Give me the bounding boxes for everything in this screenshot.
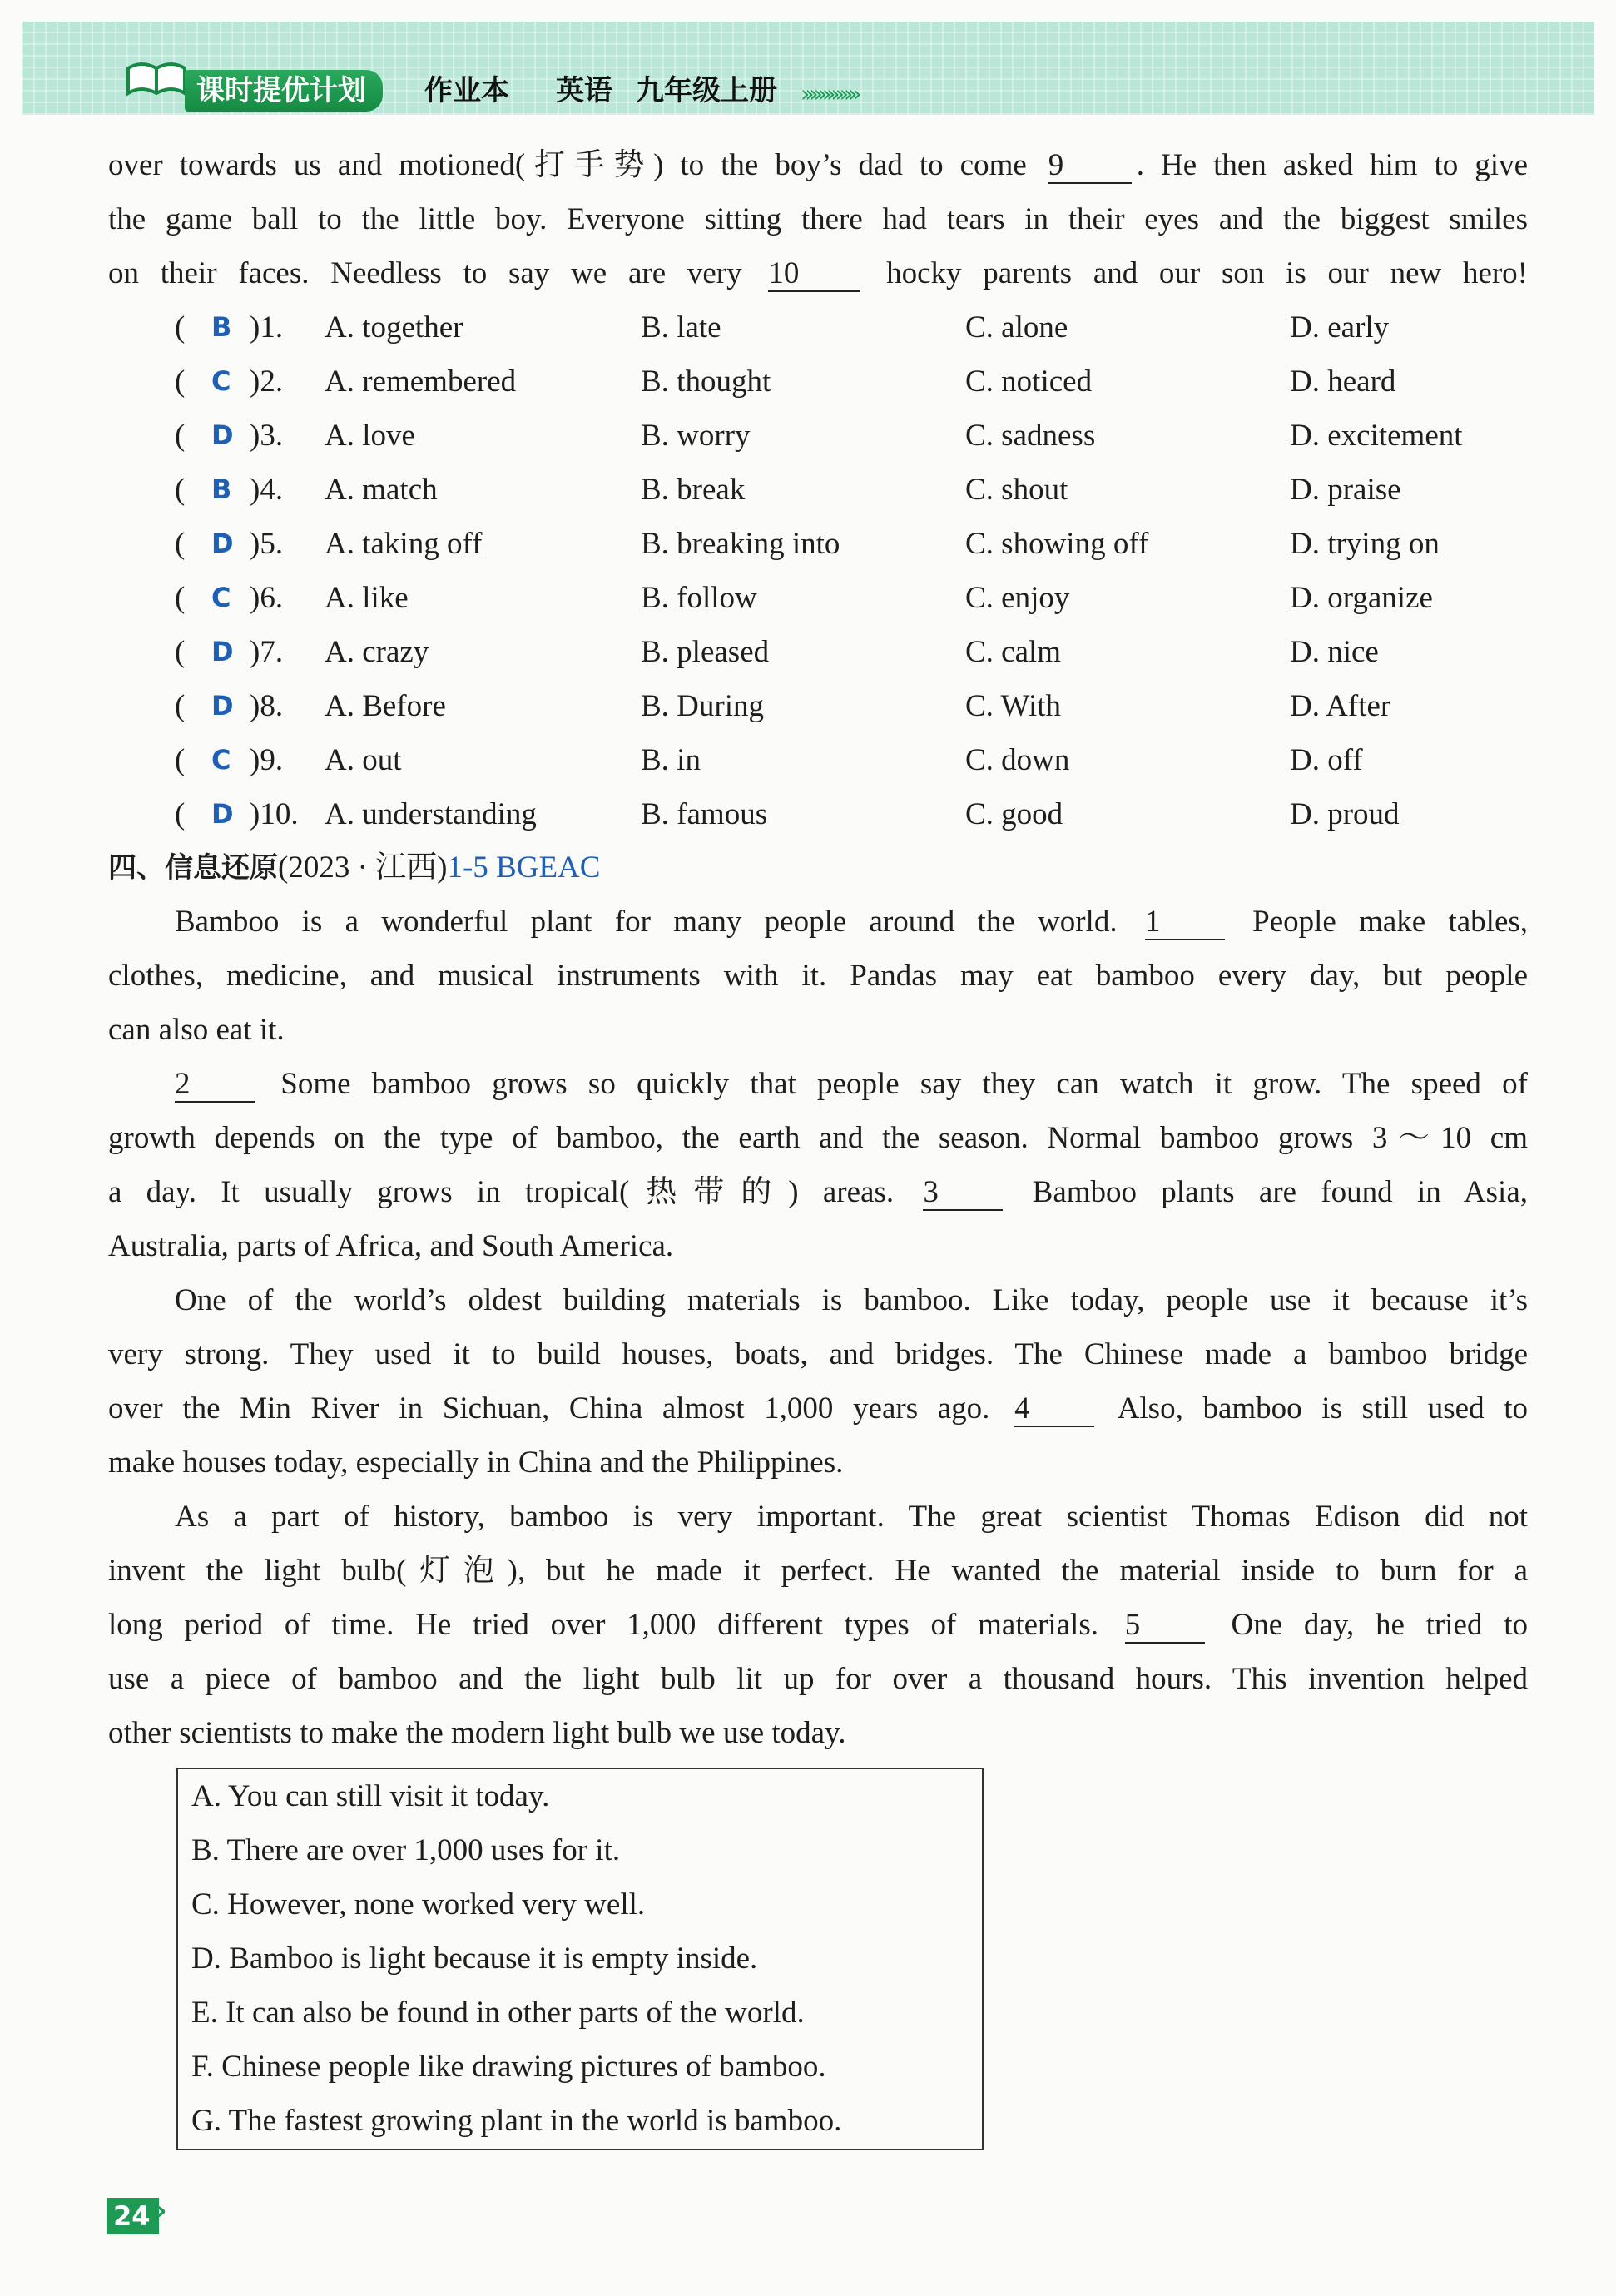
- answer-mark: B: [211, 311, 232, 343]
- header-chevrons: ›››››››››››››: [801, 80, 857, 107]
- choice-d: D. off: [1290, 743, 1363, 777]
- answer-mark: D: [211, 636, 234, 667]
- question-row: [175, 300, 1539, 355]
- option-b: B. There are over 1,000 uses for it.: [191, 1833, 621, 1867]
- choice-d: D. organize: [1290, 581, 1433, 615]
- passage-p3-l1: One of the world’s oldest building materials is bamboo. Like today, people use it because it’s: [175, 1283, 1528, 1317]
- answer-mark: D: [211, 798, 234, 830]
- blank-1: 1: [1145, 905, 1225, 940]
- blank-3: 3: [923, 1176, 1003, 1211]
- passage-p1-l2: clothes, medicine, and musical instruments with it. Pandas may eat bamboo every day, but people: [108, 959, 1528, 993]
- choice-d: D. After: [1290, 689, 1391, 723]
- intro-line-1: over towards us and motioned(打手势) to the boy’s dad to come 9 . He then asked him to give: [108, 148, 1528, 182]
- answer-paren: (: [175, 364, 186, 399]
- answer-mark: C: [211, 744, 231, 776]
- choice-c: C. calm: [965, 635, 1062, 669]
- choice-c: C. shout: [965, 473, 1068, 507]
- answer-mark: D: [211, 690, 234, 722]
- passage-p1-l1: Bamboo is a wonderful plant for many people around the world. 1 People make tables,: [175, 905, 1529, 939]
- blank-2: 2: [175, 1068, 255, 1103]
- answer-paren: (: [175, 310, 186, 345]
- passage-p4-l2: invent the light bulb(灯泡), but he made it perfect. He wanted the material inside to burn for a: [108, 1554, 1528, 1588]
- answer-mark: B: [211, 474, 232, 505]
- section-4-title: 四、信息还原(2023 · 江西)1-5 BGEAC: [108, 850, 601, 885]
- passage-p3-l2: very strong. They used it to build houses, boats, and bridges. The Chinese made a bamboo bridge: [108, 1337, 1528, 1371]
- answer-paren: (: [175, 743, 186, 777]
- choice-a: A. crazy: [325, 635, 429, 669]
- question-number: )10.: [250, 797, 299, 831]
- question-row: [175, 787, 1539, 841]
- option-c: C. However, none worked very well.: [191, 1887, 646, 1922]
- choice-c: C. sadness: [965, 419, 1096, 453]
- question-number: )2.: [250, 364, 284, 399]
- blank-9: 9: [1048, 149, 1132, 184]
- choice-d: D. early: [1290, 310, 1390, 345]
- passage-p4-l5: other scientists to make the modern light bulb we use today.: [108, 1716, 846, 1750]
- answer-paren: (: [175, 527, 186, 561]
- choice-d: D. heard: [1290, 364, 1396, 399]
- question-row: [175, 571, 1539, 625]
- choice-b: B. in: [641, 743, 701, 777]
- option-f: F. Chinese people like drawing pictures of bamboo.: [191, 2050, 826, 2084]
- choice-c: C. showing off: [965, 527, 1149, 561]
- choice-b: B. breaking into: [641, 527, 840, 561]
- choice-a: A. Before: [325, 689, 446, 723]
- answer-paren: (: [175, 419, 186, 453]
- passage-p2-l1: 2 Some bamboo grows so quickly that people say they can watch it grow. The speed of: [175, 1067, 1528, 1101]
- choice-d: D. praise: [1290, 473, 1401, 507]
- passage-p4-l3: long period of time. He tried over 1,000 different types of materials. 5 One day, he tried to: [108, 1608, 1528, 1642]
- intro-line-3: on their faces. Needless to say we are very 10 hocky parents and our son is our new hero!: [108, 256, 1529, 290]
- answer-mark: D: [211, 419, 234, 451]
- choice-d: D. proud: [1290, 797, 1400, 831]
- blank-5: 5: [1125, 1609, 1205, 1644]
- option-g: G. The fastest growing plant in the world is bamboo.: [191, 2104, 842, 2138]
- question-row: [175, 517, 1539, 571]
- choice-d: D. excitement: [1290, 419, 1463, 453]
- choice-a: A. together: [325, 310, 463, 345]
- blank-4: 4: [1014, 1392, 1094, 1427]
- choice-d: D. nice: [1290, 635, 1379, 669]
- page-chevron-icon: ›: [155, 2194, 167, 2228]
- option-d: D. Bamboo is light because it is empty inside.: [191, 1941, 758, 1976]
- choice-b: B. break: [641, 473, 746, 507]
- choice-c: C. With: [965, 689, 1062, 723]
- open-book-icon: [125, 60, 188, 98]
- passage-p2-l2: growth depends on the type of bamboo, the earth and the season. Normal bamboo grows 3～10 cm: [108, 1121, 1528, 1155]
- page-number: 24: [107, 2198, 159, 2234]
- passage-p2-l3: a day. It usually grows in tropical(热带的) areas. 3 Bamboo plants are found in Asia,: [108, 1175, 1529, 1209]
- question-number: )7.: [250, 635, 284, 669]
- passage-p2-l4: Australia, parts of Africa, and South America.: [108, 1229, 674, 1263]
- question-number: )9.: [250, 743, 284, 777]
- choice-a: A. remembered: [325, 364, 517, 399]
- question-number: )4.: [250, 473, 284, 507]
- question-row: [175, 409, 1539, 463]
- answer-paren: (: [175, 473, 186, 507]
- choice-b: B. late: [641, 310, 721, 345]
- question-number: )3.: [250, 419, 284, 453]
- book-type: 作业本: [424, 74, 509, 107]
- answer-paren: (: [175, 797, 186, 831]
- answer-key: 1-5 BGEAC: [447, 850, 601, 885]
- choice-b: B. During: [641, 689, 764, 723]
- question-row: [175, 625, 1539, 679]
- choice-c: C. down: [965, 743, 1070, 777]
- choice-a: A. out: [325, 743, 402, 777]
- answer-paren: (: [175, 635, 186, 669]
- choice-c: C. good: [965, 797, 1063, 831]
- choice-d: D. trying on: [1290, 527, 1440, 561]
- brand-label: 课时提优计划: [185, 70, 383, 112]
- choice-c: C. noticed: [965, 364, 1093, 399]
- question-row: [175, 463, 1539, 517]
- intro-line-2: the game ball to the little boy. Everyone sitting there had tears in their eyes and the biggest smiles: [108, 202, 1528, 236]
- answer-mark: C: [211, 365, 231, 397]
- question-number: )1.: [250, 310, 284, 345]
- option-e: E. It can also be found in other parts of the world.: [191, 1996, 805, 2030]
- question-number: )8.: [250, 689, 284, 723]
- passage-p3-l4: make houses today, especially in China and the Philippines.: [108, 1446, 844, 1480]
- passage-p3-l3: over the Min River in Sichuan, China almost 1,000 years ago. 4 Also, bamboo is still used to: [108, 1391, 1528, 1426]
- choice-b: B. worry: [641, 419, 751, 453]
- choice-b: B. famous: [641, 797, 768, 831]
- subject: 英语: [556, 74, 612, 107]
- choice-b: B. pleased: [641, 635, 770, 669]
- passage-p1-l3: can also eat it.: [108, 1013, 285, 1047]
- choice-a: A. taking off: [325, 527, 483, 561]
- choice-b: B. follow: [641, 581, 757, 615]
- choice-b: B. thought: [641, 364, 771, 399]
- passage-p4-l4: use a piece of bamboo and the light bulb lit up for over a thousand hours. This invention helped: [108, 1662, 1528, 1696]
- blank-10: 10: [768, 257, 860, 292]
- question-number: )6.: [250, 581, 284, 615]
- answer-paren: (: [175, 689, 186, 723]
- grade: 九年级上册: [636, 74, 777, 107]
- option-a: A. You can still visit it today.: [191, 1779, 550, 1813]
- choice-c: C. alone: [965, 310, 1068, 345]
- question-number: )5.: [250, 527, 284, 561]
- choice-a: A. like: [325, 581, 409, 615]
- choice-a: A. understanding: [325, 797, 537, 831]
- options-box: [176, 1768, 984, 2150]
- question-row: [175, 733, 1539, 787]
- answer-mark: C: [211, 582, 231, 613]
- choice-a: A. match: [325, 473, 438, 507]
- choice-c: C. enjoy: [965, 581, 1070, 615]
- choice-a: A. love: [325, 419, 415, 453]
- answer-mark: D: [211, 528, 234, 559]
- question-row: [175, 355, 1539, 409]
- question-row: [175, 679, 1539, 733]
- passage-p4-l1: As a part of history, bamboo is very important. The great scientist Thomas Edison did not: [175, 1500, 1528, 1534]
- answer-paren: (: [175, 581, 186, 615]
